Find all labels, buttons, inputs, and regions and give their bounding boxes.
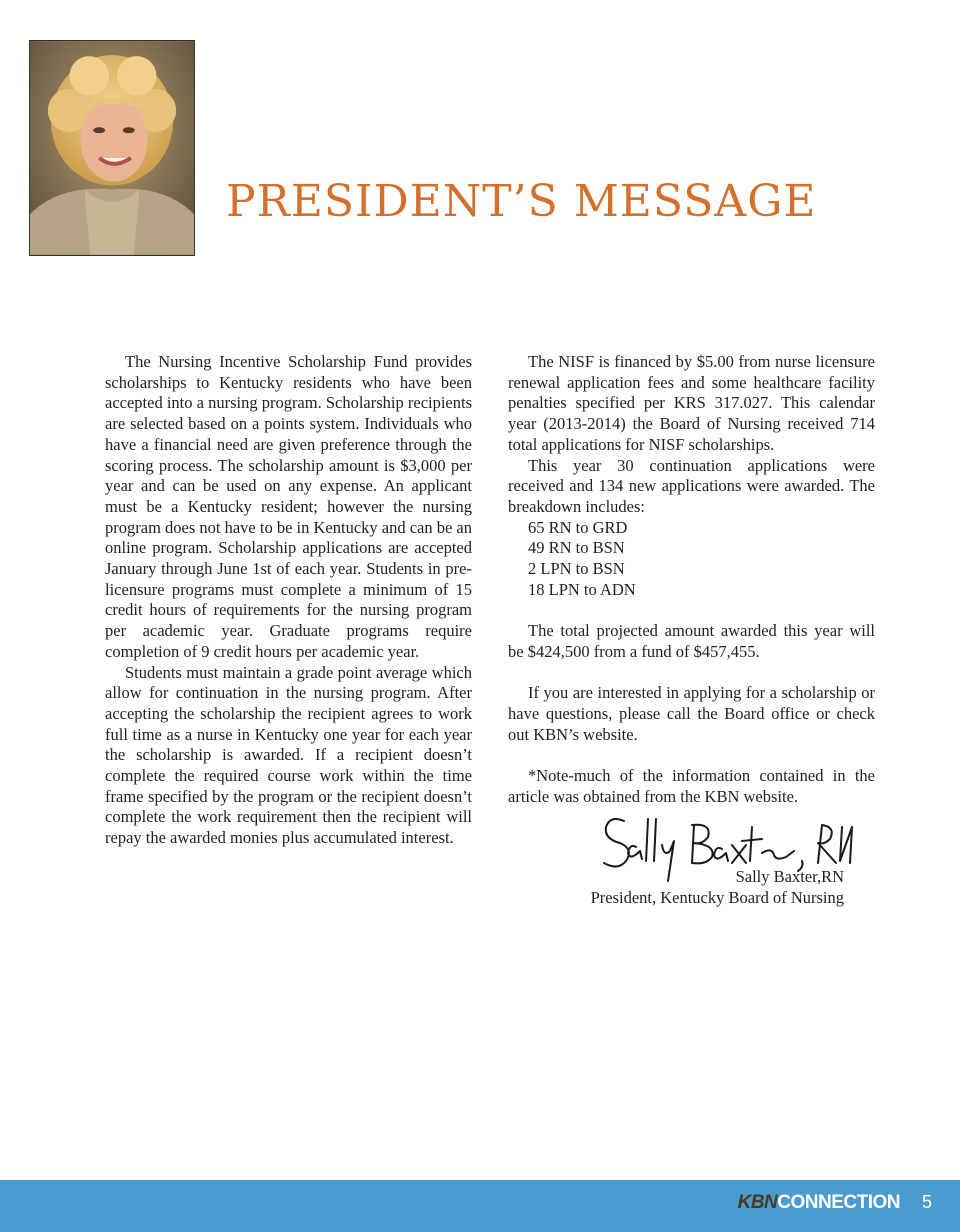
requirements-paragraph: Students must maintain a grade point average which allow for continuation in the nursing program. After accepting the scholarship the recipient agrees to work full time as a nurse in Kentucky one year for each year the scholarship is awarded. If a recipient doesn’t complete the required course work within the time frame specified by the program or the recipient doesn’t complete the work requirement then the recipient will repay the awarded monies plus accumulated interest. — [105, 662, 472, 848]
financing-paragraph: The NISF is financed by $5.00 from nurse licensure renewal application fees and some healthcare facility penalties specified per KRS 317.027. This calendar year (2013-2014) the Board of Nursing received 714 total applications for NISF scholarships. — [508, 352, 875, 454]
signer-name: Sally Baxter,RN — [735, 867, 844, 887]
list-item: 65 RN to GRD — [528, 517, 628, 537]
signer-title: President, Kentucky Board of Nursing — [590, 888, 844, 908]
portrait-photo-icon — [30, 41, 194, 255]
list-item: 49 RN to BSN — [528, 538, 625, 558]
applications-paragraph: This year 30 continuation applications were received and 134 new applications were awarded. The breakdown includes: — [508, 455, 875, 516]
brand-kbn: KBN — [737, 1192, 778, 1213]
list-item: 2 LPN to BSN — [528, 559, 625, 579]
contact-paragraph: If you are interested in applying for a scholarship or have questions, please call the Board office or check out KBN’s website. — [508, 683, 875, 744]
scholarship-overview-paragraph: The Nursing Incentive Scholarship Fund provides scholarships to Kentucky residents who have been accepted into a nursing program. Scholarship recipients are selected based on a points system. Individuals who have a financial need are given preference through the scoring process. The scholarship amount is $3,000 per year and can be used on any expense. An applicant must be a Kentucky resident; however the nursing program does not have to be in Kentucky and can be an online program. Scholarship applications are accepted January through June 1st of each year. Students in pre-licensure programs must complete a minimum of 15 credit hours of requirements for the nursing program per academic year. Graduate programs require completion of 9 credit hours per academic year. — [105, 352, 473, 661]
brand-connection: CONNECTION — [777, 1192, 900, 1213]
left-column — [105, 352, 472, 849]
kbn-connection-logo — [738, 1192, 900, 1214]
note-paragraph: *Note-much of the information contained in the article was obtained from the KBN website. — [508, 766, 875, 806]
list-item: 18 LPN to ADN — [528, 579, 636, 599]
page-number: 5 — [921, 1192, 932, 1212]
right-column — [508, 352, 875, 909]
breakdown-list — [508, 518, 875, 601]
president-portrait-photo — [29, 40, 195, 256]
handwritten-signature-icon — [596, 811, 856, 887]
signature-area — [508, 815, 875, 885]
total-amount-paragraph: The total projected amount awarded this year will be $424,500 from a fund of $457,455. — [508, 621, 875, 661]
page-title: PRESIDENT’S MESSAGE — [226, 176, 817, 227]
footer-bar — [0, 1180, 960, 1232]
